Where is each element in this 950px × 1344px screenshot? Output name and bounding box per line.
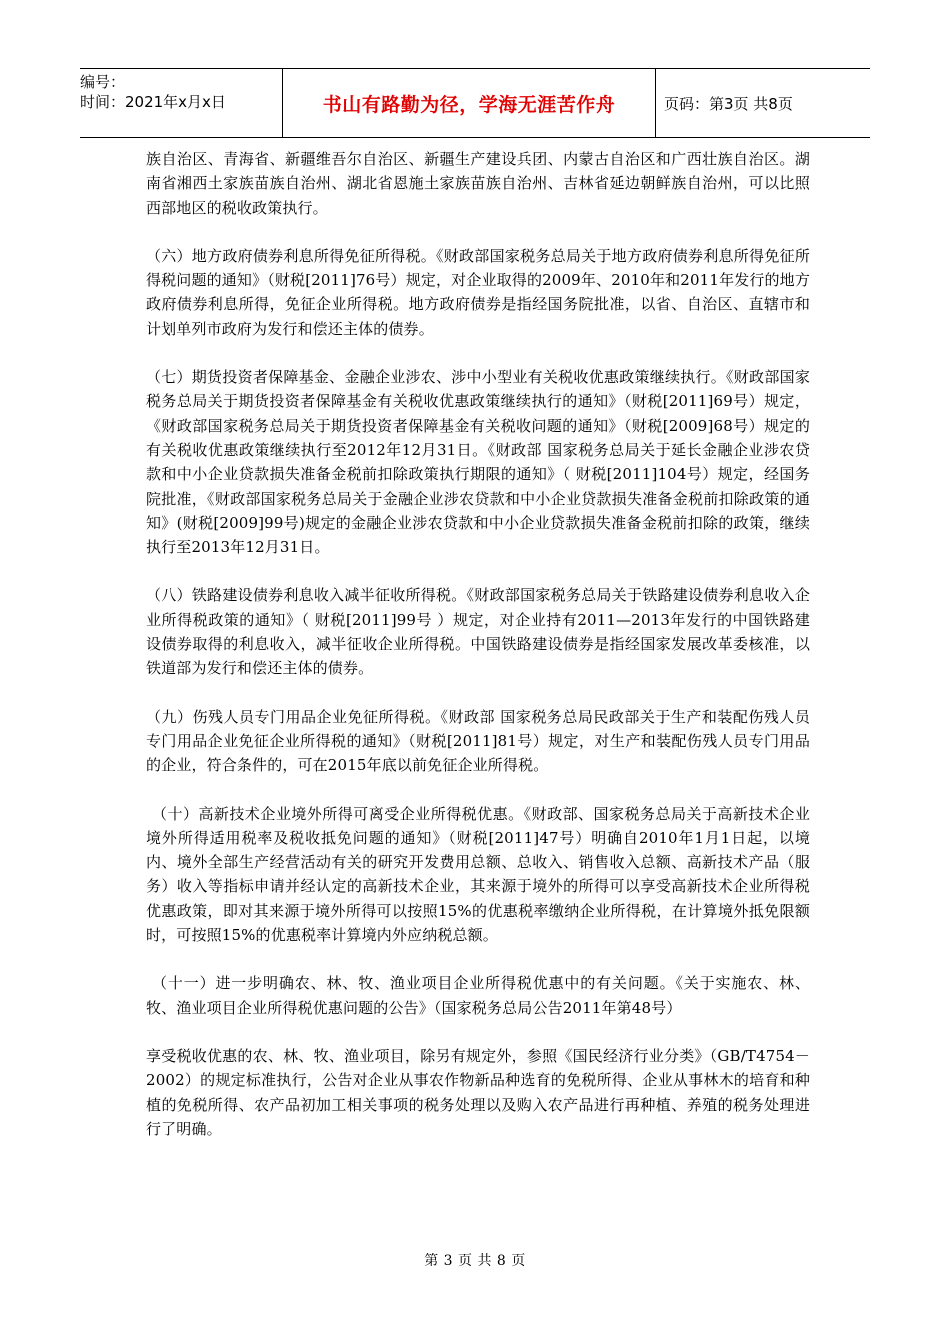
document-number-label: 编号：	[80, 73, 126, 91]
paragraph-local-government-bonds: （六）地方政府债券利息所得免征所得税。《财政部国家税务总局关于地方政府债券利息所得免征所得税问题的通知》（财税[2011]76号）规定，对企业取得的2009年、2010年和2011年发行的地方政府债券利息所得，免征企业所得税。地方政府债券是指经国务院批准，以省、自治区、直辖市和计划单列市政府为发行和偿还主体的债券。	[146, 246, 810, 338]
paragraph-western-regions: 族自治区、青海省、新疆维吾尔自治区、新疆生产建设兵团、内蒙古自治区和广西壮族自治区。湖南省湘西土家族苗族自治州、湖北省恩施土家族苗族自治州、吉林省延边朝鲜族自治州，可以比照西部地区的税收政策执行。	[146, 150, 810, 217]
document-body	[146, 147, 810, 1165]
header-meta	[80, 69, 282, 137]
page-header	[80, 68, 870, 138]
paragraph-agriculture-heading: （十一）进一步明确农、林、牧、渔业项目企业所得税优惠中的有关问题。《关于实施农、林、牧、渔业项目企业所得税优惠问题的公告》（国家税务总局公告2011年第48号）	[146, 974, 810, 1017]
footer-page-number: 第 3 页 共 8 页	[424, 1253, 526, 1269]
header-motto-cell	[282, 69, 656, 137]
paragraph-disabled-products: （九）伤残人员专门用品企业免征所得税。《财政部 国家税务总局民政部关于生产和装配伤残人员专门用品企业免征企业所得税的通知》（财税[2011]81号）规定，对生产和装配伤残人员专门用品的企业，符合条件的，可在2015年底以前免征企业所得税。	[146, 707, 810, 775]
document-time-label: 时间：2021年x月x日	[80, 93, 226, 111]
header-page-label: 页码：第3页 共8页	[664, 94, 793, 113]
paragraph-high-tech-enterprises: （十）高新技术企业境外所得可离受企业所得税优惠。《财政部、国家税务总局关于高新技术企业境外所得适用税率及税收抵免问题的通知》（财税[2011]47号）明确自2010年1月1日起，以境内、境外全部生产经营活动有关的研究开发费用总额、总收入、销售收入总额、高新技术产品（服务）收入等指标申请并经认定的高新技术企业，其来源于境外的所得可以享受高新技术企业所得税优惠政策，即对其来源于境外所得可以按照15%的优惠税率缴纳企业所得税，在计算境外抵免限额时，可按照15%的优惠税率计算境内外应纳税总额。	[146, 804, 810, 945]
paragraph-futures-fund: （七）期货投资者保障基金、金融企业涉农、涉中小型业有关税收优惠政策继续执行。《财政部国家税务总局关于期货投资者保障基金有关税收优惠政策继续执行的通知》（财税[2011]69号）规定，《财政部国家税务总局关于期货投资者保障基金有关税收问题的通知》（财税[2009]68号）规定的有关税收优惠政策继续执行至2012年12月31日。《财政部 国家税务总局关于延长金融企业涉农贷款和中小企业贷款损失准备金税前扣除政策执行期限的通知》（ 财税[2011]104号）规定，经国务院批准，《财政部国家税务总局关于金融企业涉农贷款和中小企业贷款损失准备金税前扣除政策的通知》(财税[2009]99号)规定的金融企业涉农贷款和中小企业贷款损失准备金税前扣除的政策，继续执行至2013年12月31日。	[146, 368, 810, 557]
header-motto: 书山有路勤为径，学海无涯苦作舟	[322, 93, 616, 116]
page-footer	[0, 1250, 950, 1270]
paragraph-agriculture-details: 享受税收优惠的农、林、牧、渔业项目，除另有规定外，参照《国民经济行业分类》（GB/T4754－2002）的规定标准执行，公告对企业从事农作物新品种选育的免税所得、企业从事林木的培育和种植的免税所得、农产品初加工相关事项的税务处理以及购入农产品进行再种植、养殖的税务处理进行了明确。	[146, 1046, 810, 1138]
paragraph-railway-bonds: （八）铁路建设债券利息收入减半征收所得税。《财政部国家税务总局关于铁路建设债券利息收入企业所得税政策的通知》（ 财税[2011]99号 ）规定，对企业持有2011—2013年发行的中国铁路建设债券取得的利息收入，减半征收企业所得税。中国铁路建设债券是指经国家发展改革委核准，以铁道部为发行和偿还主体的债券。	[146, 586, 810, 678]
